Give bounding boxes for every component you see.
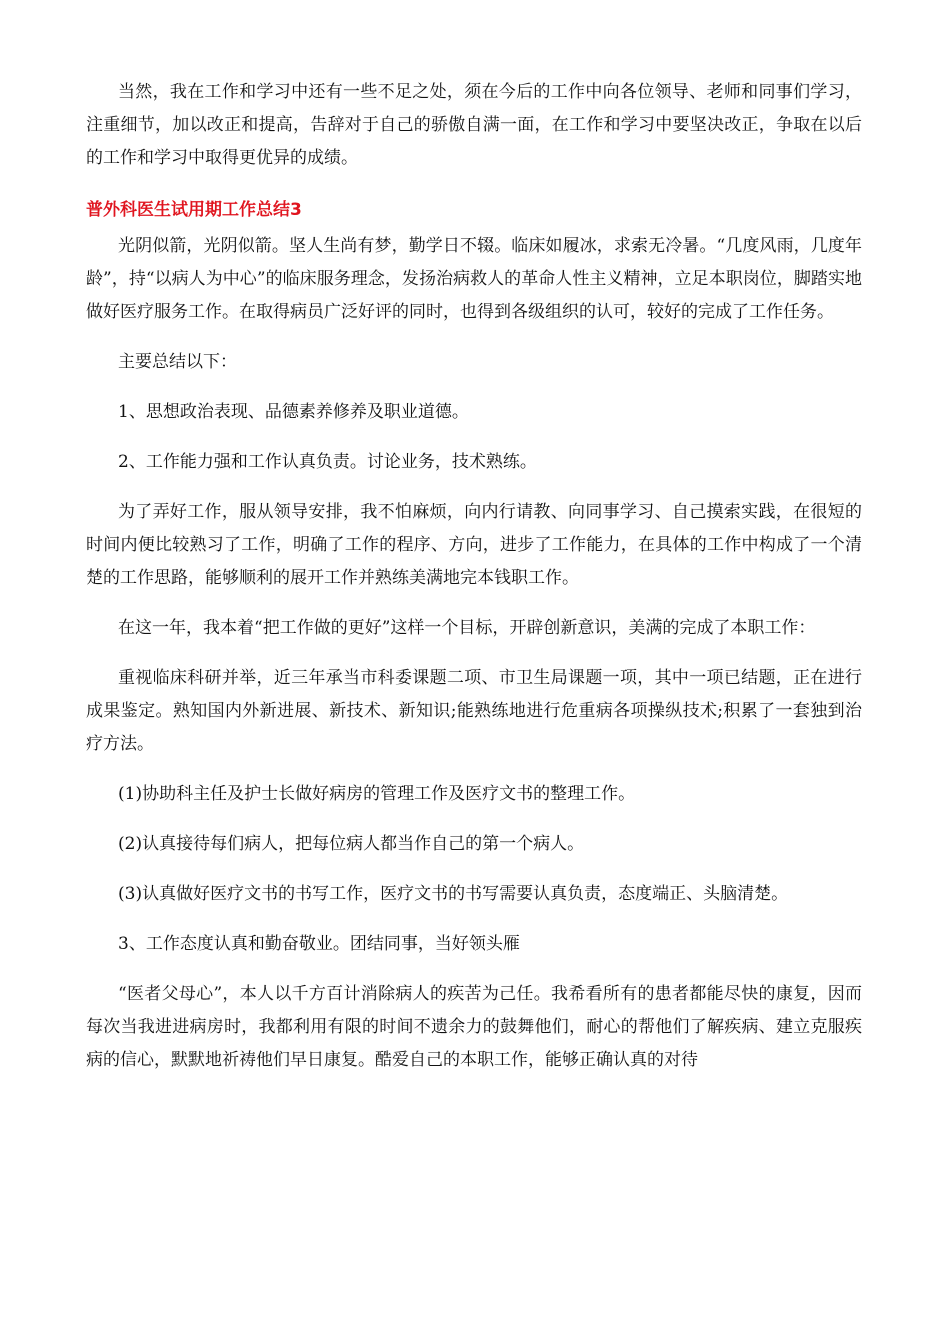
paragraph: 为了弄好工作，服从领导安排，我不怕麻烦，向内行请教、向同事学习、自己摸索实践，在很短的时间内便比较熟习了工作，明确了工作的程序、方向，进步了工作能力，在具体的工作中构成了一个清楚的工作思路，能够顺利的展开工作并熟练美满地完本钱职工作。 bbox=[86, 502, 862, 588]
list-item: (1)协助科主任及护士长做好病房的管理工作及医疗文书的整理工作。 bbox=[118, 784, 636, 804]
paragraph: 2、工作能力强和工作认真负责。讨论业务，技术熟练。 bbox=[118, 452, 537, 472]
paragraph: 主要总结以下： bbox=[118, 352, 237, 372]
paragraph: 在这一年，我本着“把工作做的更好”这样一个目标，开辟创新意识，美满的完成了本职工作： bbox=[118, 618, 816, 638]
paragraph: 3、工作态度认真和勤奋敬业。团结同事，当好领头雁 bbox=[118, 934, 520, 954]
list-item: (2)认真接待每们病人，把每位病人都当作自己的第一个病人。 bbox=[118, 834, 585, 854]
paragraph: 光阴似箭，光阴似箭。坚人生尚有梦，勤学日不辍。临床如履冰，求索无冷暑。“几度风雨，几度年龄”，持“以病人为中心”的临床服务理念，发扬治病救人的革命人性主义精神，立足本职岗位，脚踏实地做好医疗服务工作。在取得病员广泛好评的同时，也得到各级组织的认可，较好的完成了工作任务。 bbox=[86, 236, 862, 322]
section-heading: 普外科医生试用期工作总结3 bbox=[86, 200, 302, 220]
paragraph: 重视临床科研并举，近三年承当市科委课题二项、市卫生局课题一项，其中一项已结题，正在进行成果鉴定。熟知国内外新进展、新技术、新知识;能熟练地进行危重病各项操纵技术;积累了一套独到治疗方法。 bbox=[86, 668, 862, 754]
paragraph: “医者父母心”，本人以千方百计消除病人的疾苦为己任。我希看所有的患者都能尽快的康复，因而每次当我进进病房时，我都利用有限的时间不遗余力的鼓舞他们，耐心的帮他们了解疾病、建立克服疾病的信心，默默地祈祷他们早日康复。酷爱自己的本职工作，能够正确认真的对待 bbox=[86, 984, 862, 1070]
list-item: (3)认真做好医疗文书的书写工作，医疗文书的书写需要认真负责，态度端正、头脑清楚。 bbox=[118, 884, 789, 904]
paragraph: 1、思想政治表现、品德素养修养及职业道德。 bbox=[118, 402, 469, 422]
paragraph: 当然，我在工作和学习中还有一些不足之处，须在今后的工作中向各位领导、老师和同事们学习，注重细节，加以改正和提高，告辞对于自己的骄傲自满一面，在工作和学习中要坚决改正，争取在以后的工作和学习中取得更优异的成绩。 bbox=[86, 82, 862, 168]
